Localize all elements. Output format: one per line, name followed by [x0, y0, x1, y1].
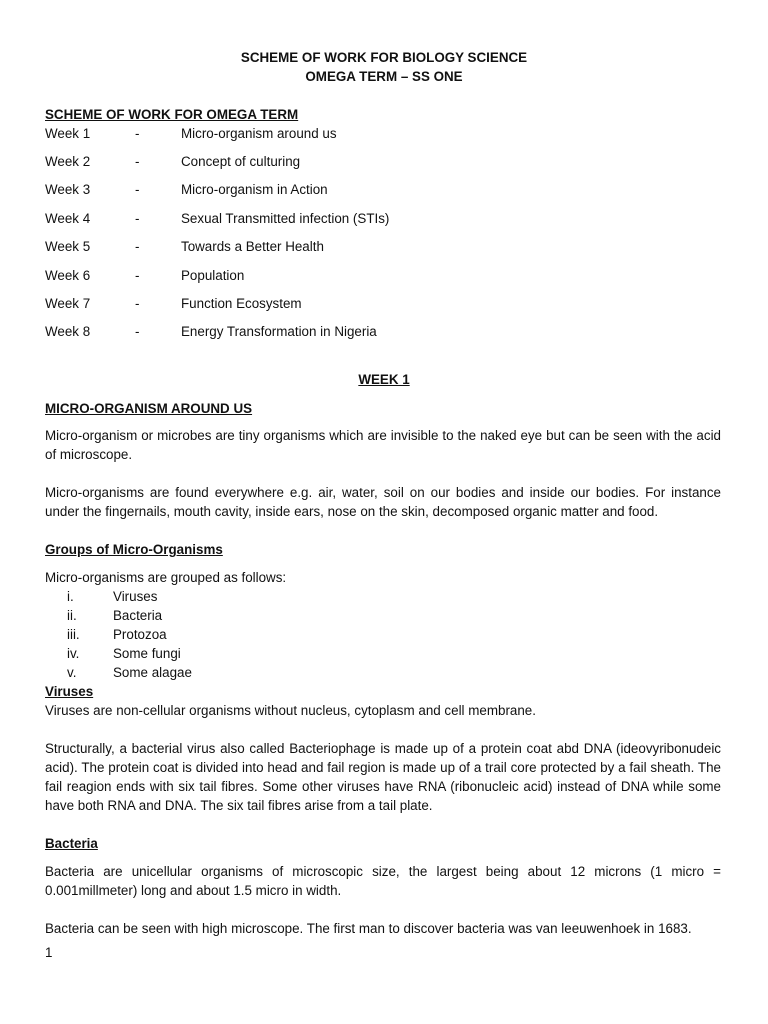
- list-item-text: Viruses: [113, 589, 158, 604]
- week-label: Week 8: [45, 324, 91, 339]
- scheme-week-row: [0, 124, 768, 143]
- viruses-paragraph-1: Viruses are non-cellular organisms without nucleus, cytoplasm and cell membrane.: [45, 703, 536, 718]
- list-item: [0, 587, 768, 606]
- scheme-week-row: [0, 266, 768, 285]
- week-dash: -: [135, 211, 140, 226]
- bacteria-heading: Bacteria: [45, 836, 98, 851]
- week-label: Week 7: [45, 296, 91, 311]
- week1-heading: WEEK 1: [358, 372, 410, 387]
- week-topic: Sexual Transmitted infection (STIs): [181, 211, 390, 226]
- scheme-week-row: [0, 294, 768, 313]
- list-item: [0, 606, 768, 625]
- intro-paragraph-1: Micro-organism or microbes are tiny organisms which are invisible to the naked eye but can be seen with the acid of microscope.: [45, 428, 721, 462]
- week-label: Week 3: [45, 182, 91, 197]
- list-item-number: ii.: [67, 608, 77, 623]
- scheme-week-row: [0, 209, 768, 228]
- scheme-week-row: [0, 237, 768, 256]
- week-label: Week 5: [45, 239, 91, 254]
- list-item: [0, 663, 768, 682]
- week-topic: Function Ecosystem: [181, 296, 302, 311]
- week-label: Week 1: [45, 126, 91, 141]
- week-dash: -: [135, 182, 140, 197]
- document-title-line2: OMEGA TERM – SS ONE: [305, 69, 463, 84]
- week-dash: -: [135, 154, 140, 169]
- list-item-number: v.: [67, 665, 77, 680]
- week-topic: Micro-organism in Action: [181, 182, 328, 197]
- week-dash: -: [135, 296, 140, 311]
- list-item-number: iv.: [67, 646, 80, 661]
- list-item-number: iii.: [67, 627, 80, 642]
- viruses-heading: Viruses: [45, 684, 94, 699]
- viruses-paragraph-2: Structurally, a bacterial virus also called Bacteriophage is made up of a protein coat abd DNA (ideovyribonudeic acid). The protein coat is divided into head and fail region is made up of a trail core protected by a fail sheath. The fail reagion ends with six tail fibres. Some other viruses have RNA (ribonucleic acid) instead of DNA while some have both RNA and DNA. The six tail fibres arise from a tail plate.: [45, 741, 721, 813]
- week-dash: -: [135, 126, 140, 141]
- list-item: [0, 644, 768, 663]
- week-topic: Towards a Better Health: [181, 239, 324, 254]
- week-topic: Micro-organism around us: [181, 126, 337, 141]
- document-title-line1: SCHEME OF WORK FOR BIOLOGY SCIENCE: [240, 50, 528, 65]
- week-dash: -: [135, 268, 140, 283]
- page-number: 1: [45, 945, 53, 960]
- week-dash: -: [135, 324, 140, 339]
- scheme-week-row: [0, 322, 768, 341]
- list-item-number: i.: [67, 589, 74, 604]
- week-topic: Population: [181, 268, 245, 283]
- list-item-text: Protozoa: [113, 627, 167, 642]
- week-label: Week 6: [45, 268, 91, 283]
- week-label: Week 4: [45, 211, 91, 226]
- week-label: Week 2: [45, 154, 91, 169]
- week1-topic-heading: MICRO-ORGANISM AROUND US: [45, 401, 253, 416]
- list-item-text: Some alagae: [113, 665, 192, 680]
- list-item-text: Bacteria: [113, 608, 163, 623]
- week-topic: Energy Transformation in Nigeria: [181, 324, 377, 339]
- scheme-week-row: [0, 152, 768, 171]
- week-dash: -: [135, 239, 140, 254]
- groups-heading: Groups of Micro-Organisms: [45, 542, 223, 557]
- list-item-text: Some fungi: [113, 646, 181, 661]
- bacteria-paragraph-1: Bacteria are unicellular organisms of microscopic size, the largest being about 12 microns (1 micro = 0.001millmeter) long and about 1.5 micro in width.: [45, 864, 721, 898]
- bacteria-paragraph-2: Bacteria can be seen with high microscope. The first man to discover bacteria was van leeuwenhoek in 1683.: [45, 921, 692, 936]
- groups-intro: Micro-organisms are grouped as follows:: [45, 570, 287, 585]
- intro-paragraph-2: Micro-organisms are found everywhere e.g. air, water, soil on our bodies and inside our bodies. For instance under the fingernails, mouth cavity, inside ears, nose on the skin, decomposed organic matter and food.: [45, 485, 721, 519]
- list-item: [0, 625, 768, 644]
- scheme-week-row: [0, 180, 768, 199]
- scheme-heading: SCHEME OF WORK FOR OMEGA TERM: [45, 107, 299, 122]
- week-topic: Concept of culturing: [181, 154, 301, 169]
